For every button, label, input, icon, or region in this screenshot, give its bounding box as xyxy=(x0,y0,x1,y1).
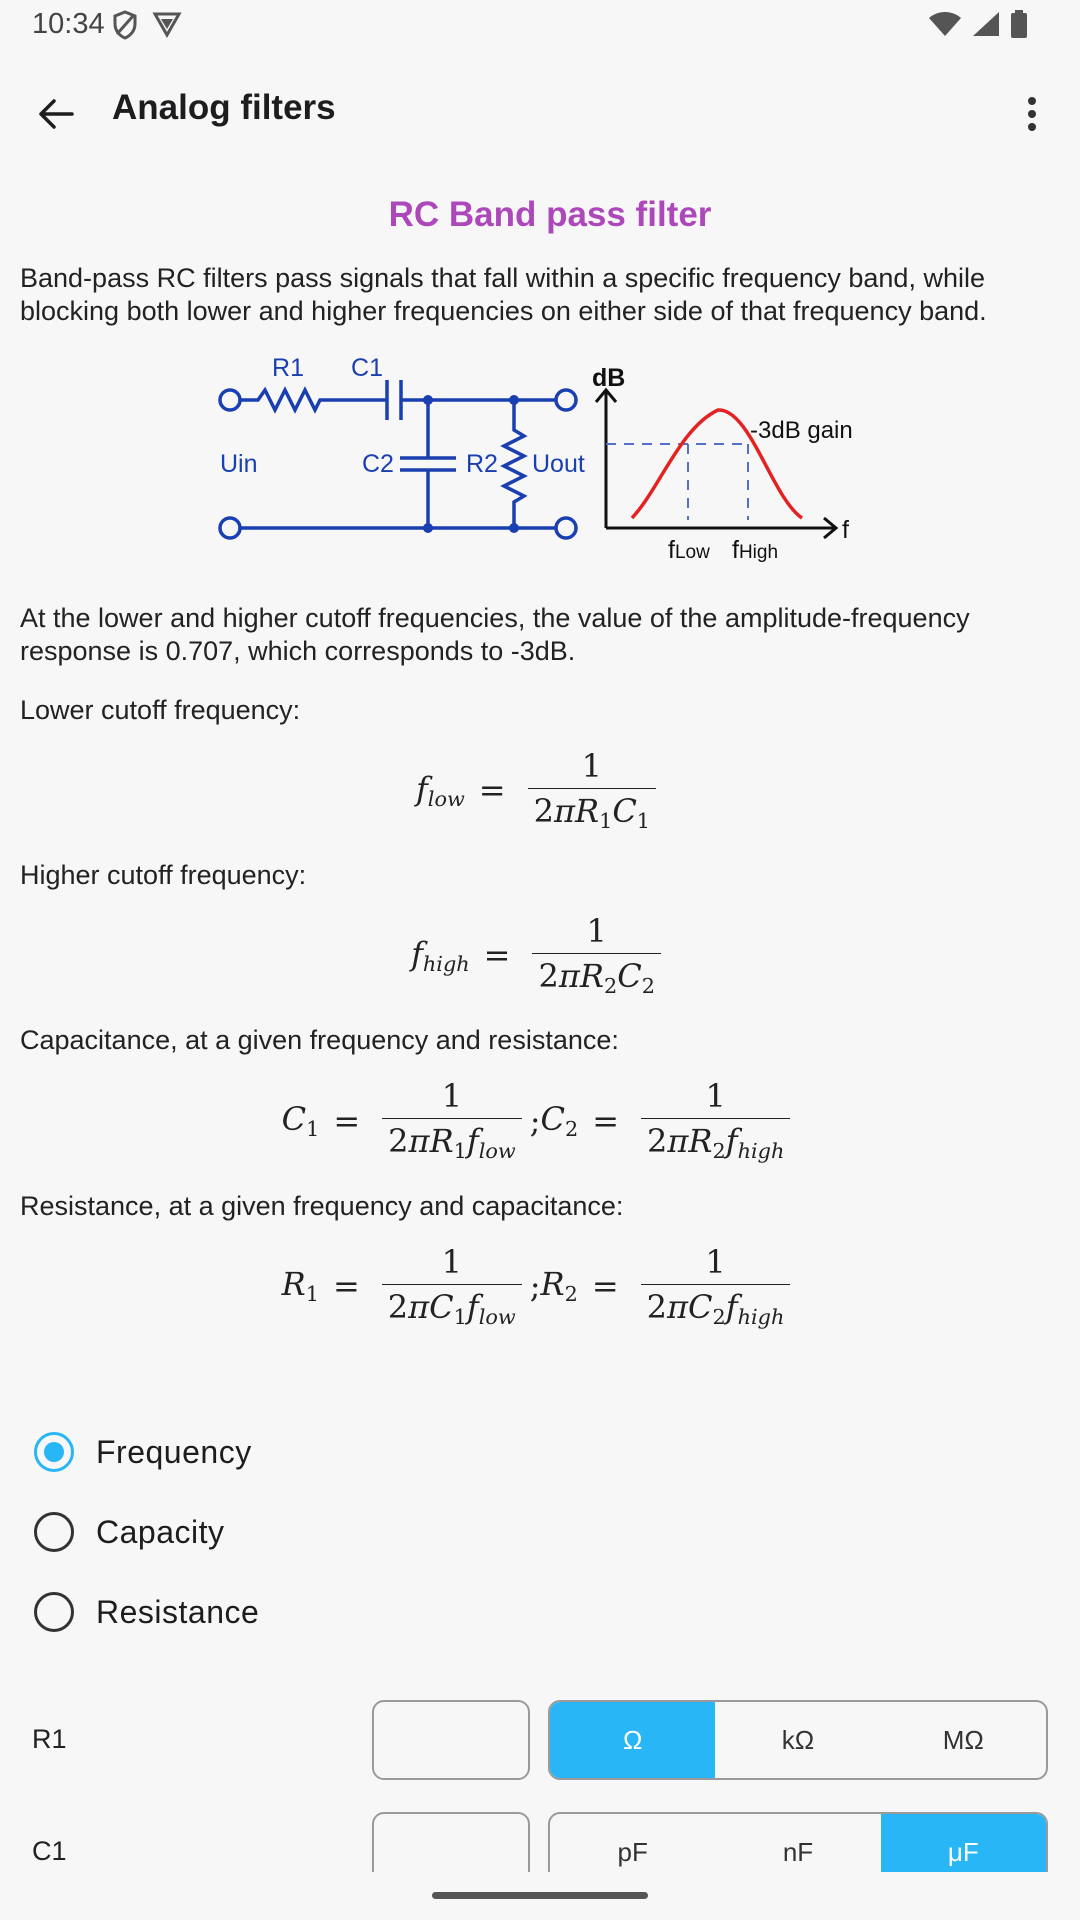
article xyxy=(20,195,1060,1329)
status-time: 10:34 xyxy=(32,8,105,40)
param-row-c1 xyxy=(0,1812,1080,1872)
capacitance-label: Capacitance, at a given frequency and resistance: xyxy=(20,1025,619,1056)
resistance-label: Resistance, at a given frequency and capacitance: xyxy=(20,1190,624,1221)
radio-label: Frequency xyxy=(96,1433,252,1470)
battery-icon xyxy=(1010,10,1028,38)
vpn-icon xyxy=(152,10,182,38)
unit-pf[interactable]: pF xyxy=(617,1836,648,1867)
wifi-icon xyxy=(928,11,962,37)
label-r2: R2 xyxy=(466,450,498,478)
signal-icon xyxy=(972,11,1000,37)
back-button[interactable] xyxy=(24,82,88,146)
radio-label: Capacity xyxy=(96,1513,225,1550)
param-row-r1 xyxy=(0,1700,1080,1780)
article-heading: RC Band pass filter xyxy=(388,195,712,234)
param-label-r1: R1 xyxy=(32,1724,67,1754)
higher-cutoff-label: Higher cutoff frequency: xyxy=(20,860,307,891)
radio-frequency[interactable] xyxy=(34,1422,252,1482)
radio-unselected-icon[interactable] xyxy=(34,1512,74,1552)
lower-cutoff-label: Lower cutoff frequency: xyxy=(20,695,301,725)
formula-f-high: $f_{high}$ = $\frac{1}{2\pi R_2C_2}$ xyxy=(20,912,1060,998)
unit-mohm[interactable]: MΩ xyxy=(942,1724,984,1755)
radio-resistance[interactable] xyxy=(34,1582,259,1642)
band-pass-diagram xyxy=(20,348,1060,578)
app-title: Analog filters xyxy=(112,88,336,127)
more-vert-icon xyxy=(1027,96,1037,132)
cutoff-text: At the lower and higher cutoff frequencies, the value of the amplitude-frequency response is 0.707, which corresponds to -3dB. xyxy=(20,603,970,666)
radio-selected-icon[interactable] xyxy=(34,1432,74,1472)
radio-unselected-icon[interactable] xyxy=(34,1592,74,1632)
r1-input[interactable] xyxy=(372,1700,530,1780)
more-options-button[interactable] xyxy=(1000,82,1064,146)
radio-label: Resistance xyxy=(96,1593,260,1630)
radio-capacity[interactable] xyxy=(34,1502,225,1562)
label-gain: -3dB gain xyxy=(750,417,853,444)
app-bar xyxy=(0,62,1080,162)
label-uout: Uout xyxy=(532,450,585,478)
r1-unit-selector xyxy=(548,1700,1048,1780)
label-f: f xyxy=(842,516,849,544)
intro-text: Band-pass RC filters pass signals that fall within a specific frequency band, while blocking both lower and higher frequencies on either side of that frequency band. xyxy=(20,263,987,326)
label-f-low: fLow xyxy=(668,536,710,564)
label-c2: C2 xyxy=(362,450,394,478)
param-label-c1: C1 xyxy=(32,1836,67,1866)
unit-ohm[interactable]: Ω xyxy=(550,1702,715,1778)
unit-kohm[interactable]: kΩ xyxy=(781,1724,815,1755)
formula-capacitance: $C_1$ = $\frac{1}{2\pi R_1f_{low}}$ ; $C_2$ = $\frac{1}{2\pi R_2f_{high}}$ xyxy=(20,1077,1060,1163)
gesture-nav-handle[interactable] xyxy=(432,1892,648,1899)
label-c1: C1 xyxy=(351,354,383,382)
c1-input[interactable] xyxy=(372,1812,530,1872)
label-uin: Uin xyxy=(220,450,258,478)
c1-unit-selector xyxy=(548,1812,1048,1872)
unit-uf[interactable]: μF xyxy=(881,1814,1046,1872)
formula-f-low: $f_{low}$ = $\frac{1}{2\pi R_1C_1}$ xyxy=(20,747,1060,833)
shield-icon xyxy=(112,10,138,40)
status-bar xyxy=(0,0,1080,50)
label-f-high: fHigh xyxy=(732,536,779,564)
unit-nf[interactable]: nF xyxy=(782,1836,814,1867)
formula-resistance: $R_1$ = $\frac{1}{2\pi C_1f_{low}}$ ; $R_2$ = $\frac{1}{2\pi C_2f_{high}}$ xyxy=(20,1243,1060,1329)
label-db: dB xyxy=(592,364,626,392)
arrow-back-icon xyxy=(36,94,76,134)
label-r1: R1 xyxy=(272,354,304,382)
param-row-c1-clip xyxy=(0,1812,1080,1872)
